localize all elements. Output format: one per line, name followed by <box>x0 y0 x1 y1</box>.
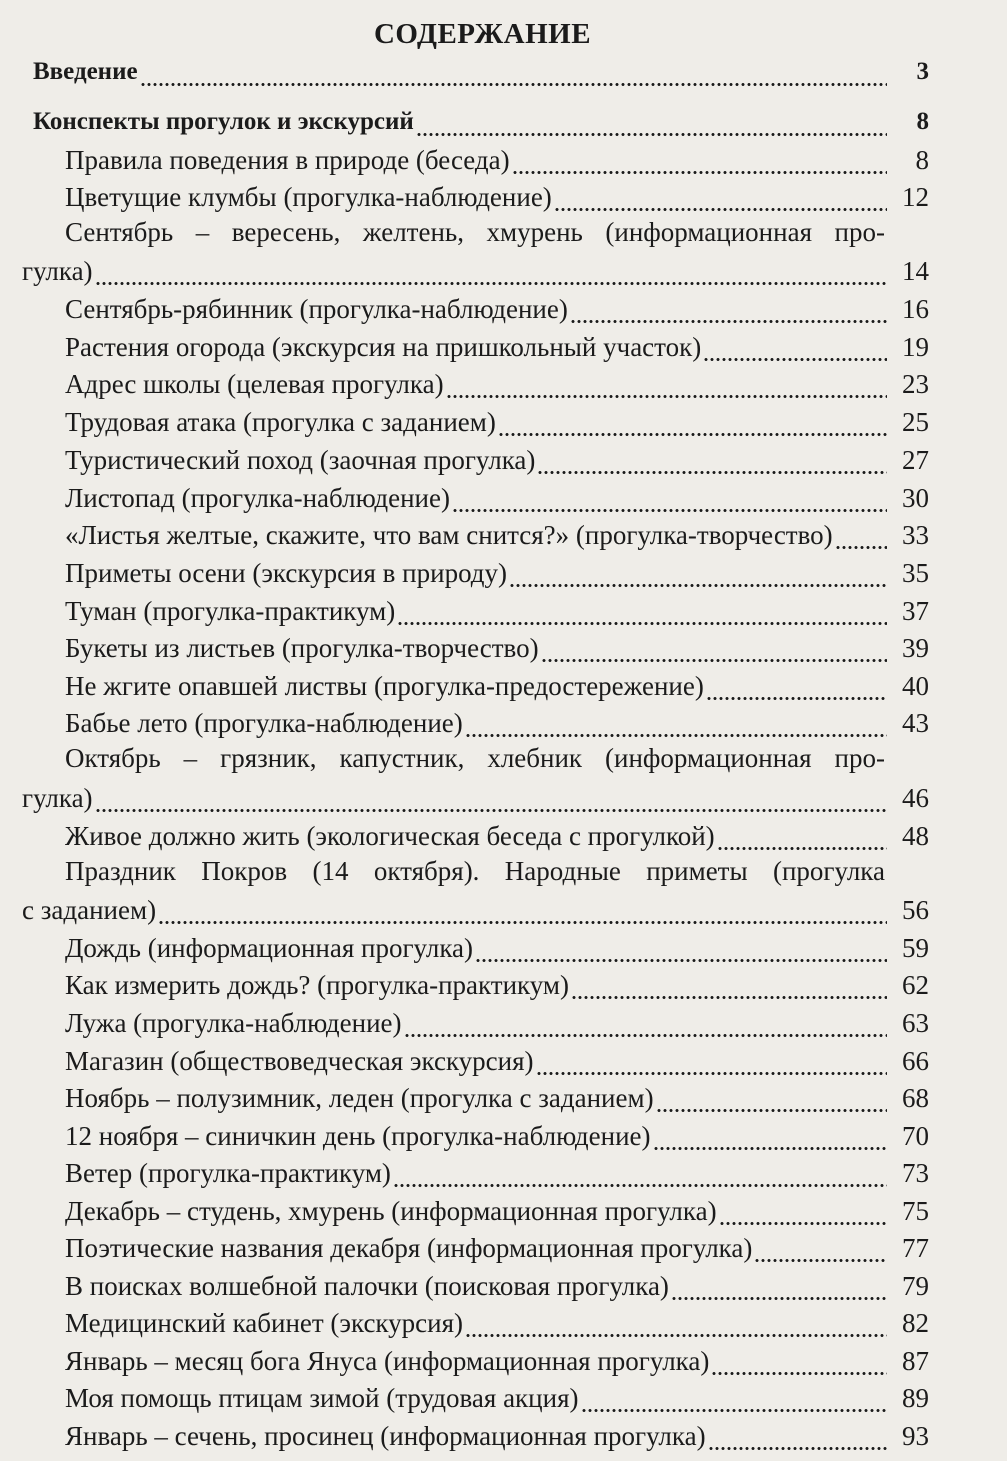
toc-entry[interactable] <box>0 1229 1007 1263</box>
toc-entry[interactable] <box>0 1117 1007 1151</box>
toc-entry-text: Трудовая атака (прогулка с заданием) <box>65 407 496 437</box>
toc-entry[interactable] <box>0 817 1007 851</box>
toc-entry[interactable] <box>0 516 1007 550</box>
toc-entry-text: Лужа (прогулка-наблюдение) <box>65 1008 402 1038</box>
dot-leader <box>512 151 887 175</box>
toc-entry-text: Цветущие клумбы (прогулка-наблюдение) <box>65 182 552 212</box>
toc-entry-text: Январь – сечень, просинец (информационная прогулка) <box>65 1421 706 1451</box>
toc-entry[interactable] <box>0 704 1007 738</box>
page-number: 79 <box>902 1271 929 1301</box>
toc-entry-text: В поисках волшебной палочки (поисковая прогулка) <box>65 1271 669 1301</box>
toc-entry[interactable] <box>0 667 1007 701</box>
toc-entry-text: Не жгите опавшей листвы (прогулка-предостережение) <box>65 671 704 701</box>
toc-entry[interactable] <box>0 1042 1007 1076</box>
dot-leader <box>671 1277 887 1301</box>
page-number: 16 <box>902 294 929 324</box>
dot-leader <box>537 451 887 475</box>
dot-leader <box>393 1164 887 1188</box>
dot-leader <box>571 976 887 1000</box>
toc-entry-text: Бабье лето (прогулка-наблюдение) <box>65 708 463 738</box>
toc-entry[interactable] <box>0 1154 1007 1188</box>
toc-entry-text: Поэтические названия декабря (информационная прогулка) <box>65 1233 753 1263</box>
page-number: 3 <box>916 58 929 85</box>
toc-entry-text: Ветер (прогулка-практикум) <box>65 1158 391 1188</box>
page-number: 30 <box>902 483 929 513</box>
page-number: 14 <box>902 256 929 286</box>
toc-entry[interactable] <box>0 403 1007 437</box>
dot-leader <box>446 375 887 399</box>
dot-leader <box>708 1427 887 1451</box>
toc-entry-text: Туман (прогулка-практикум) <box>65 596 396 626</box>
page-number: 8 <box>916 108 929 135</box>
toc-entry[interactable] <box>0 629 1007 663</box>
page-title: СОДЕРЖАНИЕ <box>373 18 592 50</box>
toc-entry[interactable] <box>0 592 1007 626</box>
dot-leader <box>397 602 887 626</box>
toc-entry[interactable] <box>0 290 1007 324</box>
toc-entry[interactable] <box>0 1342 1007 1376</box>
toc-entry-text: Конспекты прогулок и экскурсий <box>33 108 414 135</box>
page-number: 62 <box>902 970 929 1000</box>
toc-entry-text: Октябрь – грязник, капустник, хлебник (информационная про- <box>65 743 885 773</box>
toc-entry-text: Букеты из листьев (прогулка-творчество) <box>65 633 539 663</box>
page-number: 35 <box>902 558 929 588</box>
toc-entry-text: Введение <box>33 58 138 85</box>
page-number: 12 <box>902 182 929 212</box>
page-number: 43 <box>902 708 929 738</box>
toc-entry[interactable] <box>0 141 1007 175</box>
page-number: 87 <box>902 1346 929 1376</box>
toc-entry[interactable] <box>0 178 1007 212</box>
page-number: 39 <box>902 633 929 663</box>
page-number: 75 <box>902 1196 929 1226</box>
toc-entry-text: Как измерить дождь? (прогулка-практикум) <box>65 970 570 1000</box>
toc-entry[interactable] <box>0 1417 1007 1451</box>
toc-section[interactable] <box>0 103 1007 137</box>
dot-leader <box>95 789 887 813</box>
toc-entry-text: Ноябрь – полузимник, леден (прогулка с заданием) <box>65 1083 654 1113</box>
dot-leader <box>719 1202 887 1226</box>
dot-leader <box>581 1389 888 1413</box>
toc-entry-text: Приметы осени (экскурсия в природу) <box>65 558 508 588</box>
dot-leader <box>656 1089 887 1113</box>
page-number: 33 <box>902 520 929 550</box>
toc-entry[interactable] <box>0 328 1007 362</box>
dot-leader <box>404 1014 887 1038</box>
dot-leader <box>706 677 887 701</box>
toc-entry[interactable] <box>0 891 1007 925</box>
toc-entry-text: Живое должно жить (экологическая беседа с прогулкой) <box>65 821 715 851</box>
dot-leader <box>452 489 887 513</box>
page-number: 25 <box>902 407 929 437</box>
dot-leader <box>140 63 887 87</box>
dot-leader <box>416 113 887 137</box>
dot-leader <box>754 1239 887 1263</box>
dot-leader <box>554 188 887 212</box>
page-number: 27 <box>902 445 929 475</box>
toc-entry[interactable] <box>0 1304 1007 1338</box>
dot-leader <box>465 1314 887 1338</box>
page-number: 46 <box>902 783 929 813</box>
toc-entry[interactable] <box>0 1192 1007 1226</box>
page-number: 66 <box>902 1046 929 1076</box>
dot-leader <box>711 1352 887 1376</box>
page-number: 8 <box>915 145 929 175</box>
page-number: 89 <box>902 1383 929 1413</box>
toc-entry[interactable] <box>0 779 1007 813</box>
toc-entry-text: Адрес школы (целевая прогулка) <box>65 369 444 399</box>
toc-entry-text: Моя помощь птицам зимой (трудовая акция) <box>65 1383 579 1413</box>
page-number: 48 <box>902 821 929 851</box>
toc-entry[interactable] <box>0 479 1007 513</box>
dot-leader <box>498 413 887 437</box>
page-number: 59 <box>902 933 929 963</box>
page-number: 73 <box>902 1158 929 1188</box>
dot-leader <box>835 526 887 550</box>
toc-entry-continuation: с заданием) <box>22 895 157 925</box>
toc-entry-continuation: гулка) <box>22 783 93 813</box>
toc-entry-text: Медицинский кабинет (экскурсия) <box>65 1308 464 1338</box>
page-number: 56 <box>902 895 929 925</box>
page-number: 37 <box>902 596 929 626</box>
dot-leader <box>703 338 887 362</box>
dot-leader <box>95 262 887 286</box>
toc-entry[interactable] <box>0 1267 1007 1301</box>
toc-entry[interactable] <box>0 929 1007 963</box>
toc-entry-text: Магазин (обществоведческая экскурсия) <box>65 1046 534 1076</box>
page-number: 82 <box>902 1308 929 1338</box>
toc-entry-text: Декабрь – студень, хмурень (информационная прогулка) <box>65 1196 717 1226</box>
dot-leader <box>465 714 887 738</box>
toc-entry[interactable] <box>0 1004 1007 1038</box>
toc-entry-text: Листопад (прогулка-наблюдение) <box>65 483 450 513</box>
dot-leader <box>536 1052 887 1076</box>
page-number: 77 <box>902 1233 929 1263</box>
dot-leader <box>509 564 887 588</box>
dot-leader <box>717 827 887 851</box>
page-number: 40 <box>902 671 929 701</box>
toc-entry[interactable] <box>0 966 1007 1000</box>
toc-entry[interactable] <box>0 1079 1007 1113</box>
toc-entry[interactable] <box>0 365 1007 399</box>
toc-entry[interactable] <box>0 1379 1007 1413</box>
page-number: 93 <box>902 1421 929 1451</box>
dot-leader <box>158 901 887 925</box>
toc-entry-text: «Листья желтые, скажите, что вам снится?» (прогулка-творчество) <box>65 520 833 550</box>
page-number: 19 <box>902 332 929 362</box>
toc-entry-text: 12 ноября – синичкин день (прогулка-наблюдение) <box>65 1121 651 1151</box>
toc-entry-text: Праздник Покров (14 октября). Народные приметы (прогулка <box>65 856 885 886</box>
page-number: 68 <box>902 1083 929 1113</box>
toc-entry-text: Январь – месяц бога Януса (информационная прогулка) <box>65 1346 710 1376</box>
toc-entry[interactable] <box>0 441 1007 475</box>
toc-entry-text: Туристический поход (заочная прогулка) <box>65 445 536 475</box>
page-number: 23 <box>902 369 929 399</box>
toc-entry[interactable] <box>0 554 1007 588</box>
dot-leader <box>570 300 887 324</box>
toc-entry-text: Сентябрь-рябинник (прогулка-наблюдение) <box>65 294 568 324</box>
toc-entry-text: Дождь (информационная прогулка) <box>65 933 474 963</box>
toc-entry-text: Растения огорода (экскурсия на пришкольный участок) <box>65 332 702 362</box>
toc-entry-text: Сентябрь – вересень, желтень, хмурень (информационная про- <box>65 217 885 247</box>
dot-leader <box>541 639 887 663</box>
page-number: 63 <box>902 1008 929 1038</box>
dot-leader <box>653 1127 887 1151</box>
toc-section[interactable] <box>0 53 1007 87</box>
toc-entry[interactable] <box>0 252 1007 286</box>
page-number: 70 <box>902 1121 929 1151</box>
toc-entry-text: Правила поведения в природе (беседа) <box>65 145 510 175</box>
toc-entry-continuation: гулка) <box>22 256 93 286</box>
dot-leader <box>475 939 887 963</box>
